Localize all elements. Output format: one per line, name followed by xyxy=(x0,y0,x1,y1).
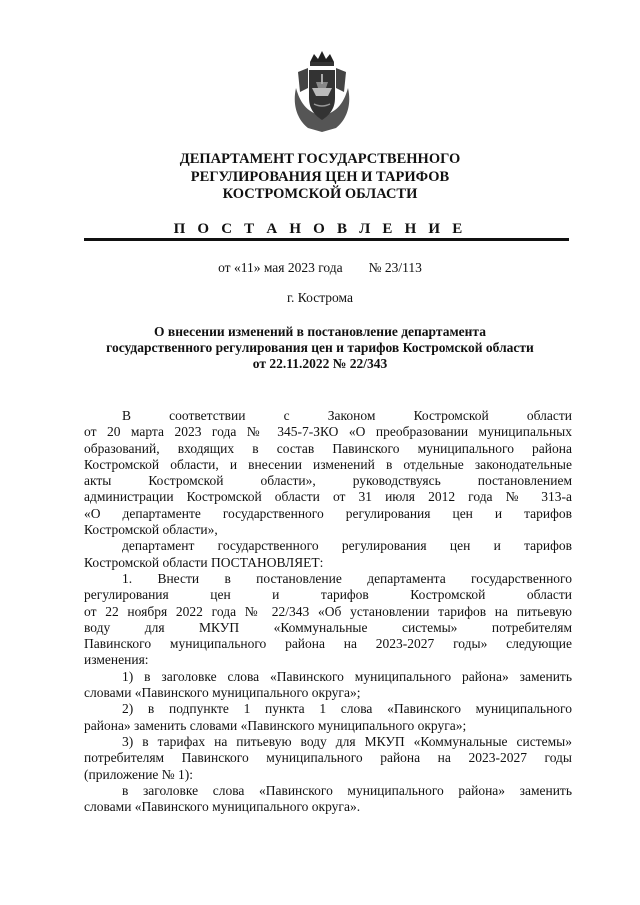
department-header xyxy=(60,151,580,204)
body-line: Костромской области», xyxy=(84,522,218,538)
title-divider xyxy=(84,238,569,241)
body-line: «О департаменте государственного регулирования цен и тарифов xyxy=(84,505,572,521)
date-line xyxy=(60,260,580,276)
city: г. Кострома xyxy=(287,290,353,305)
body-line: Костромской области, и внесении изменений в отдельные законодательные xyxy=(84,456,572,472)
document-subject xyxy=(70,324,570,372)
body-line: воду для МКУП «Коммунальные системы» потребителям xyxy=(84,619,572,635)
body-line: района» заменить словами «Павинского муниципального округа»; xyxy=(84,717,467,733)
subject-line: от 22.11.2022 № 22/343 xyxy=(252,356,388,371)
body-line: словами «Павинского муниципального округа». xyxy=(84,799,361,815)
subject-line: О внесении изменений в постановление департамента xyxy=(154,324,486,339)
body-line: акты Костромской области», руководствуясь постановлением xyxy=(84,473,572,489)
body-line: образований, входящих в состав Павинского муниципального района xyxy=(84,440,572,456)
body-line: В соответствии с Законом Костромской области xyxy=(122,408,572,423)
body-line: 3) в тарифах на питьевую воду для МКУП «Коммунальные системы» xyxy=(122,733,572,749)
department-line: ДЕПАРТАМЕНТ ГОСУДАРСТВЕННОГО xyxy=(179,151,461,167)
body-line: 2) в подпункте 1 пункта 1 слова «Павинского муниципального xyxy=(122,701,572,717)
document-date: от «11» мая 2023 года xyxy=(218,260,343,275)
department-line: РЕГУЛИРОВАНИЯ ЦЕН И ТАРИФОВ xyxy=(190,168,450,185)
coat-of-arms-icon xyxy=(288,48,356,134)
body-line: 1. Внести в постановление департамента государственного xyxy=(122,570,572,586)
body-line: в заголовке слова «Павинского муниципального района» заменить xyxy=(122,782,572,798)
body-line: потребителям Павинского муниципального района на 2023-2027 годы xyxy=(84,750,572,766)
body-line: изменения: xyxy=(84,652,149,668)
body-line: словами «Павинского муниципального округа»; xyxy=(84,685,361,701)
subject-line: государственного регулирования цен и тарифов Костромской области xyxy=(106,340,534,355)
body-line: 1) в заголовке слова «Павинского муниципального района» заменить xyxy=(122,668,572,684)
document-body xyxy=(84,408,572,815)
body-line: от 20 марта 2023 года № 345-7-ЗКО «О преобразовании муниципальных xyxy=(84,424,572,440)
body-line: Павинского муниципального района на 2023-2027 годы» следующие xyxy=(84,636,572,652)
body-line: департамент государственного регулирования цен и тарифов xyxy=(122,538,572,554)
body-line: администрации Костромской области от 31 июля 2012 года № 313-а xyxy=(84,489,572,505)
document-number: № 23/113 xyxy=(368,260,422,275)
body-line: от 22 ноября 2022 года № 22/343 «Об установлении тарифов на питьевую xyxy=(84,603,572,619)
document-title: П О С Т А Н О В Л Е Н И Е xyxy=(173,221,467,237)
body-line: (приложение № 1): xyxy=(84,766,194,782)
body-line: регулирования цен и тарифов Костромской области xyxy=(84,587,572,603)
body-line: Костромской области ПОСТАНОВЛЯЕТ: xyxy=(84,554,324,570)
department-line: КОСТРОМСКОЙ ОБЛАСТИ xyxy=(222,186,418,202)
